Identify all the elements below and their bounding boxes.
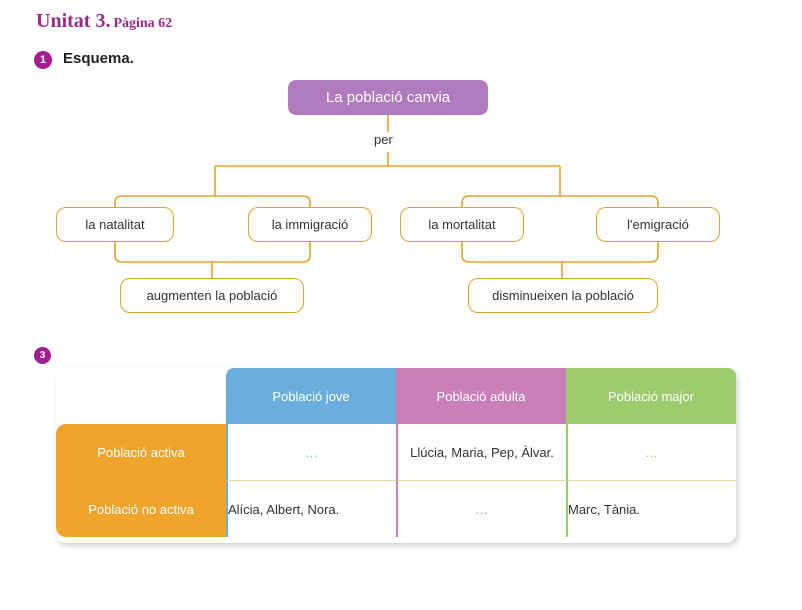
exercise-1-title: Esquema. <box>63 50 134 67</box>
diagram-node-mortalitat: la mortalitat <box>400 207 524 242</box>
diagram-node-augmenten: augmenten la població <box>120 278 304 313</box>
table-header-poblacio-jove: Població jove <box>226 368 396 424</box>
page-header <box>36 10 172 33</box>
table-cell-activa-major[interactable] <box>566 424 736 481</box>
table-corner-cell <box>56 368 226 424</box>
population-table-wrapper <box>56 368 736 543</box>
page-number-label: Pàgina 62 <box>113 16 173 31</box>
exercise-1-number: 1 <box>34 51 52 69</box>
placeholder-dots: … <box>645 444 659 460</box>
diagram-node-emigracio: l'emigració <box>596 207 720 242</box>
table-cell-no-activa-jove[interactable]: Alícia, Albert, Nora. <box>226 481 396 537</box>
table-row <box>56 481 736 537</box>
diagram-node-disminueixen: disminueixen la població <box>468 278 658 313</box>
table-header-row <box>56 368 736 424</box>
table-row-label-poblacio-no-activa: Població no activa <box>56 481 226 537</box>
placeholder-dots: … <box>305 444 319 460</box>
table-header-poblacio-adulta: Població adulta <box>396 368 566 424</box>
exercise-3-number: 3 <box>34 347 51 364</box>
diagram-root-node: La població canvia <box>288 80 488 115</box>
diagram-node-natalitat: la natalitat <box>56 207 174 242</box>
table-cell-no-activa-major[interactable]: Marc, Tània. <box>566 481 736 537</box>
placeholder-dots: … <box>475 501 489 517</box>
diagram-node-immigracio: la immigració <box>248 207 372 242</box>
population-table <box>56 368 736 537</box>
unit-title: Unitat 3. <box>36 10 111 32</box>
table-cell-activa-adulta[interactable]: Llúcia, Maria, Pep, Àlvar. <box>396 424 566 481</box>
table-cell-no-activa-adulta[interactable] <box>396 481 566 537</box>
table-row <box>56 424 736 481</box>
table-header-poblacio-major: Població major <box>566 368 736 424</box>
table-cell-activa-jove[interactable] <box>226 424 396 481</box>
table-row-label-poblacio-activa: Població activa <box>56 424 226 481</box>
diagram-connector-label: per <box>374 132 393 147</box>
